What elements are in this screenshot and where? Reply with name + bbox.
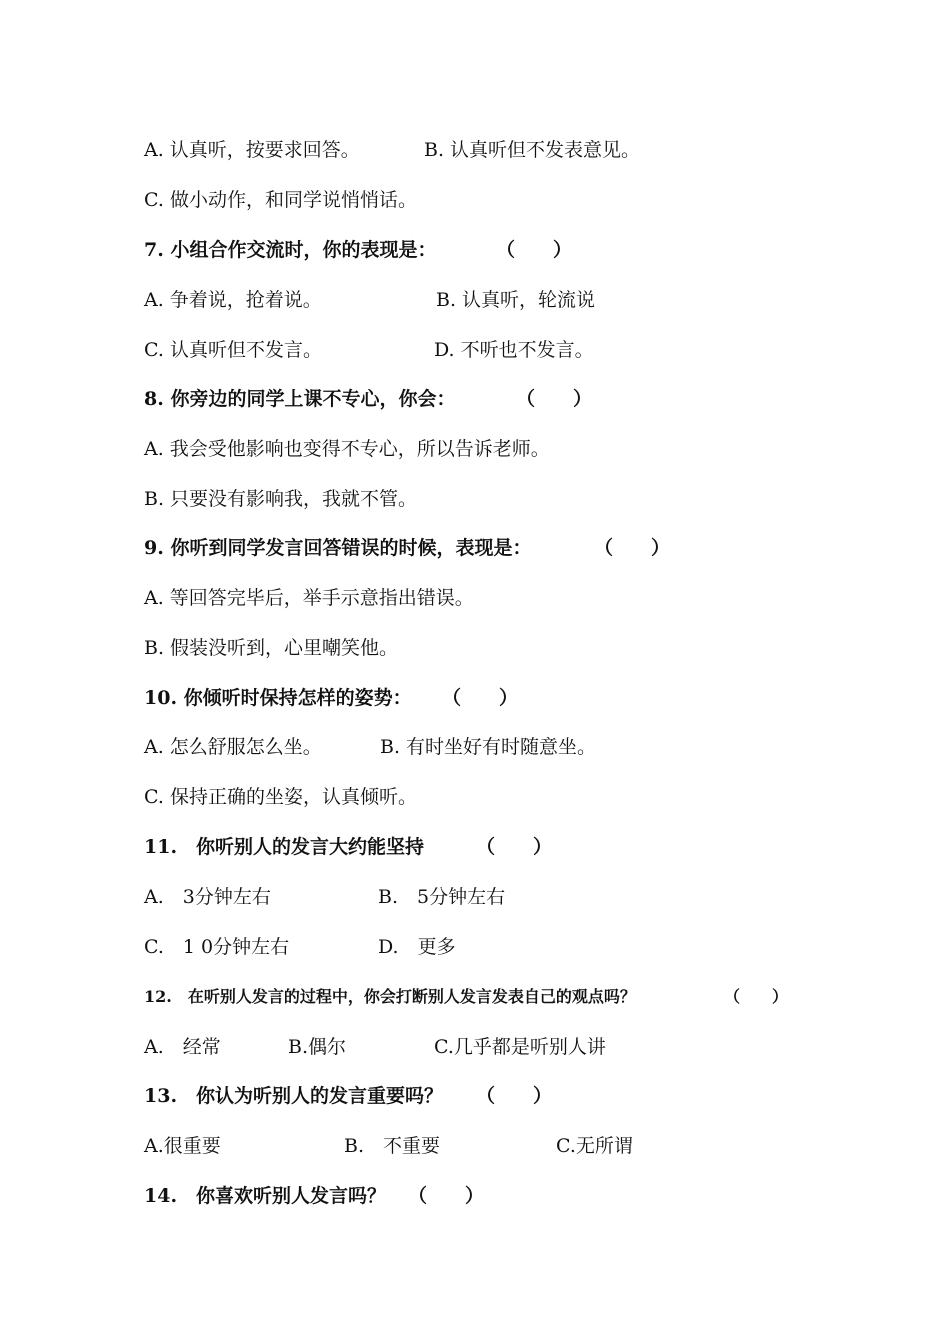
option-row [144, 483, 910, 515]
option-row [144, 731, 910, 763]
option-row [144, 334, 910, 366]
option-b: B. 5分钟左右 [378, 886, 506, 908]
option-a: A. 我会受他影响也变得不专心，所以告诉老师。 [144, 438, 550, 460]
option-b: B. 认真听但不发表意见。 [424, 139, 641, 161]
answer-parentheses: （ ） [594, 537, 671, 559]
question-text: 12. 在听别人发言的过程中，你会打断别人发言发表自己的观点吗？ [144, 987, 636, 1006]
option-row [144, 881, 910, 913]
answer-parentheses: （ ） [476, 1085, 553, 1107]
question-text: 8. 你旁边的同学上课不专心，你会： [144, 388, 456, 410]
option-d: D. 不听也不发言。 [434, 339, 594, 361]
option-b: B. 只要没有影响我，我就不管。 [144, 488, 418, 510]
question-10 [144, 682, 910, 714]
option-c: C.无所谓 [556, 1135, 633, 1157]
question-text: 10. 你倾听时保持怎样的姿势： [144, 687, 412, 709]
option-row [144, 582, 910, 614]
option-row [144, 134, 910, 166]
option-c: C. 认真听但不发言。 [144, 339, 322, 361]
option-row [144, 184, 910, 216]
answer-parentheses: （ ） [476, 836, 553, 858]
option-a: A. 经常 [144, 1036, 221, 1058]
option-a: A. 认真听，按要求回答。 [144, 139, 360, 161]
answer-parentheses: （ ） [408, 1185, 485, 1207]
option-b: B. 有时坐好有时随意坐。 [380, 736, 597, 758]
option-row [144, 781, 910, 813]
option-a: A. 等回答完毕后，举手示意指出错误。 [144, 587, 474, 609]
option-b: B. 假装没听到，心里嘲笑他。 [144, 637, 399, 659]
answer-parentheses: （ ） [442, 687, 519, 709]
question-13 [144, 1080, 910, 1112]
question-text: 7. 小组合作交流时，你的表现是： [144, 239, 437, 261]
option-d: D. 更多 [378, 936, 456, 958]
option-row [144, 433, 910, 465]
answer-parentheses: （ ） [724, 987, 789, 1006]
question-8 [144, 383, 910, 415]
option-b: B.偶尔 [288, 1036, 347, 1058]
question-text: 11. 你听别人的发言大约能坚持 [144, 836, 425, 858]
option-c: C. 做小动作，和同学说悄悄话。 [144, 189, 417, 211]
answer-parentheses: （ ） [516, 388, 593, 410]
option-c: C.几乎都是听别人讲 [434, 1036, 606, 1058]
option-row [144, 1031, 910, 1063]
option-row [144, 632, 910, 664]
question-12 [144, 981, 910, 1013]
question-14 [144, 1180, 910, 1212]
question-text: 14. 你喜欢听别人发言吗？ [144, 1185, 387, 1207]
option-a: A. 怎么舒服怎么坐。 [144, 736, 322, 758]
option-b: B. 认真听，轮流说 [436, 289, 596, 311]
question-text: 13. 你认为听别人的发言重要吗？ [144, 1085, 444, 1107]
answer-parentheses: （ ） [496, 239, 573, 261]
option-c: C. 保持正确的坐姿，认真倾听。 [144, 786, 417, 808]
question-9 [144, 532, 910, 564]
question-text: 9. 你听到同学发言回答错误的时候，表现是： [144, 537, 532, 559]
option-a: A. 3分钟左右 [144, 886, 271, 908]
option-b: B. 不重要 [344, 1135, 441, 1157]
option-a: A. 争着说，抢着说。 [144, 289, 322, 311]
question-11 [144, 831, 910, 863]
question-7 [144, 234, 910, 266]
option-a: A.很重要 [144, 1135, 221, 1157]
option-row [144, 931, 910, 963]
option-row [144, 284, 910, 316]
option-c: C. 1 0分钟左右 [144, 936, 290, 958]
option-row [144, 1130, 910, 1162]
